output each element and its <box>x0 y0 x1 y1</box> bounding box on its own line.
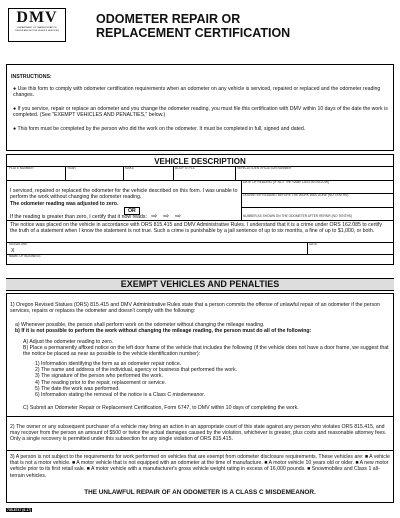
instruction-3: ● This form must be completed by the person who did the work on the odometer. It must be completed in full, signed and dated. <box>13 126 306 132</box>
notice-requirements-list <box>35 361 387 398</box>
exempt-section <box>6 293 394 503</box>
date-of-reading-label: DATE OF READING (IF NOT THE SAME DATE AS BELOW) <box>243 180 330 184</box>
year-label: YEAR <box>67 166 76 170</box>
list-item: 3) The signature of the person who performed the work. <box>35 373 163 380</box>
business-name-label: NAME OF BUSINESS <box>9 254 41 258</box>
make-field[interactable] <box>124 170 172 179</box>
logo-text: DMV <box>16 9 58 26</box>
list-item: 4) The reading prior to the repair, replacement or service. <box>35 379 167 386</box>
date-label: DATE <box>309 242 318 246</box>
business-name-field[interactable] <box>9 258 391 264</box>
arrow-right-icon: ⇨ <box>151 213 158 220</box>
vin-label: VEHICLE IDENTIFICATION NUMBER <box>237 166 292 170</box>
signature-label: SIGNATURE <box>9 242 28 246</box>
exempt-vehicles-header: EXEMPT VEHICLES AND PENALTIES <box>6 278 394 291</box>
plate-number-field[interactable] <box>8 170 64 179</box>
adjusted-to-zero-text: The odometer reading was adjusted to zero. <box>10 201 119 207</box>
instruction-1: ● Use this form to comply with odometer certification requirements when an odometer on any vehicle is serviced, repaired or replaced and the odometer reading changes. <box>13 86 381 99</box>
form-title <box>96 12 326 40</box>
exempt-item-C: C) Submit an Odometer Repair or Replacement Certification, Form 6747, to DMV within 10 days of completing the work. <box>23 405 299 411</box>
vehicle-description-section <box>6 154 394 265</box>
logo-sub1: DEPARTMENT OF TRANSPORTATION <box>17 27 57 29</box>
arrow-right-icon: ⇨ <box>163 213 170 220</box>
before-reading-field[interactable] <box>243 198 391 206</box>
after-reading-field[interactable] <box>243 208 391 215</box>
title-line1: ODOMETER REPAIR OR <box>96 12 241 26</box>
after-reading-label: NUMBER AS SHOWN ON THE ODOMETER AFTER REPAIR (NO TENTHS) <box>243 214 353 218</box>
legal-notice-text: The notice was placed on the vehicle in accordance with ORS 815.415 and DMV Administrative Rules. I understand that it is a crime under ORS 162.085 to certify the truth of a statement when I know the statement is not true. Such a crime is punishable by a jail sentence of up to six months, a fine of up to $1,000, or both. <box>10 222 382 235</box>
form-page <box>6 6 394 512</box>
exempt-paragraph-2: 2) The owner or any subsequent purchaser of a vehicle may bring an action in an appropriate court of this state against any person who violates ORS 815.415, and may recover from the person an amount of $500 or twice the actual damages caused by the violation, whichever is greater, plus costs and reasonable attorney fees. Only a single recovery is permitted under this subsection for any single violation of ORS 815.415. <box>10 424 387 443</box>
signature-field[interactable] <box>19 246 304 254</box>
form-number: 735-6747 (6-17) <box>7 508 32 512</box>
instructions-heading: INSTRUCTIONS: <box>11 74 52 80</box>
list-item: 2) The name and address of the individual, agency or business that performed the work. <box>35 367 238 374</box>
greater-than-zero-text: If the reading is greater than zero, I certify that it now reads: <box>10 214 147 220</box>
misdemeanor-footer: THE UNLAWFUL REPAIR OF AN ODOMETER IS A CLASS C MISDEMEANOR. <box>84 489 316 496</box>
exempt-item-B: B) Place a permanently affixed notice on the left door frame of the vehicle that includes the following (if the vehicle does not have a door frame, we suggest that the notice be placed as near as possible to the vehicle identification number): <box>23 345 389 358</box>
title-line2: REPLACEMENT CERTIFICATION <box>96 26 291 40</box>
exempt-item-b: b) If it is not possible to perform the work without changing the mileage reading, the person must do all of the following: <box>15 328 312 334</box>
instruction-3-text: This form must be completed by the person who did the work on the odometer. It must be completed in full, signed and dated. <box>17 126 306 132</box>
dmv-logo <box>8 8 66 42</box>
exempt-paragraph-3: 3) A person is not subject to the requirements for work performed on vehicles that are exempt from odometer disclosure requirements. These vehicles are: ■ A vehicle that is not a motor vehicle. ■ A motor vehicle that is not equipped with an odometer at the time of manufacture. ■ A motor vehicle 10 years old or older. ■ A new motor vehicle prior to its first retail sale. ■ A motor vehicle with a manufacturer's gross vehicle weight rating in excess of 16,000 pounds. ■ Snowmobiles and Class 1 all-terrain vehicles. <box>10 454 390 479</box>
exempt-item-a: a) Whenever possible, the person shall perform work on the odometer without changing the mileage reading. <box>15 322 265 328</box>
date-of-reading-field[interactable] <box>243 185 391 193</box>
list-item: 5) The date the work was performed. <box>35 385 120 392</box>
exempt-paragraph-1: 1) Oregon Revised Statues (ORS) 815.415 and DMV Administrative Rules state that a person commits the offense of unlawful repair of an odometer if the person services, repairs or replaces the odometer and doesn't comply with the following: <box>10 302 380 315</box>
exempt-item-A: A) Adjust the odometer reading to zero. <box>23 339 114 345</box>
arrow-right-icon: ⇨ <box>175 213 182 220</box>
certification-statement: I serviced, repaired or replaced the odometer for the vehicle described on this form. I was unable to perform the work without changing the odometer reading. <box>10 188 238 201</box>
vehicle-description-header: VEHICLE DESCRIPTION <box>154 157 246 166</box>
instruction-2: ● If you service, repair or replace an odometer and you change the odometer reading, you must file this certification with DMV within 10 days of the date the work is completed. (See "EXEMPT VEHICLES AND PENALTIES," below.) <box>13 106 388 119</box>
list-item: 1) Information identifying the form as an odometer repair notice. <box>35 361 182 367</box>
instruction-2-text: If you service, repair or replace an odometer and you change the odometer reading, you must file this certification with DMV within 10 days of the date the work is completed. (See "EXEMPT VEHICLES AND PENALTIES," below.) <box>13 106 388 119</box>
plate-number-label: PLATE NUMBER <box>9 166 34 170</box>
instruction-1-text: Use this form to comply with odometer certification requirements when an odometer on any vehicle is serviced, repaired or replaced and the odometer reading changes. <box>13 86 381 99</box>
date-field[interactable] <box>309 246 391 254</box>
logo-sub2: DRIVER AND MOTOR VEHICLE SERVICES <box>15 29 59 32</box>
list-item: 6) Information stating the removal of the notice is a Class C misdemeanor. <box>35 392 206 399</box>
before-reading-label: ODOMETER READING BEFORE THE WORK WAS DONE (NO TENTHS) <box>243 193 349 197</box>
year-field[interactable] <box>66 170 122 179</box>
vin-field[interactable] <box>236 170 392 179</box>
body-style-field[interactable] <box>174 170 234 179</box>
body-style-label: BODY STYLE <box>175 166 195 170</box>
or-label: OR <box>124 207 140 215</box>
signature-x: X <box>11 248 15 254</box>
make-label: MAKE <box>125 166 135 170</box>
instructions-box <box>6 64 394 151</box>
